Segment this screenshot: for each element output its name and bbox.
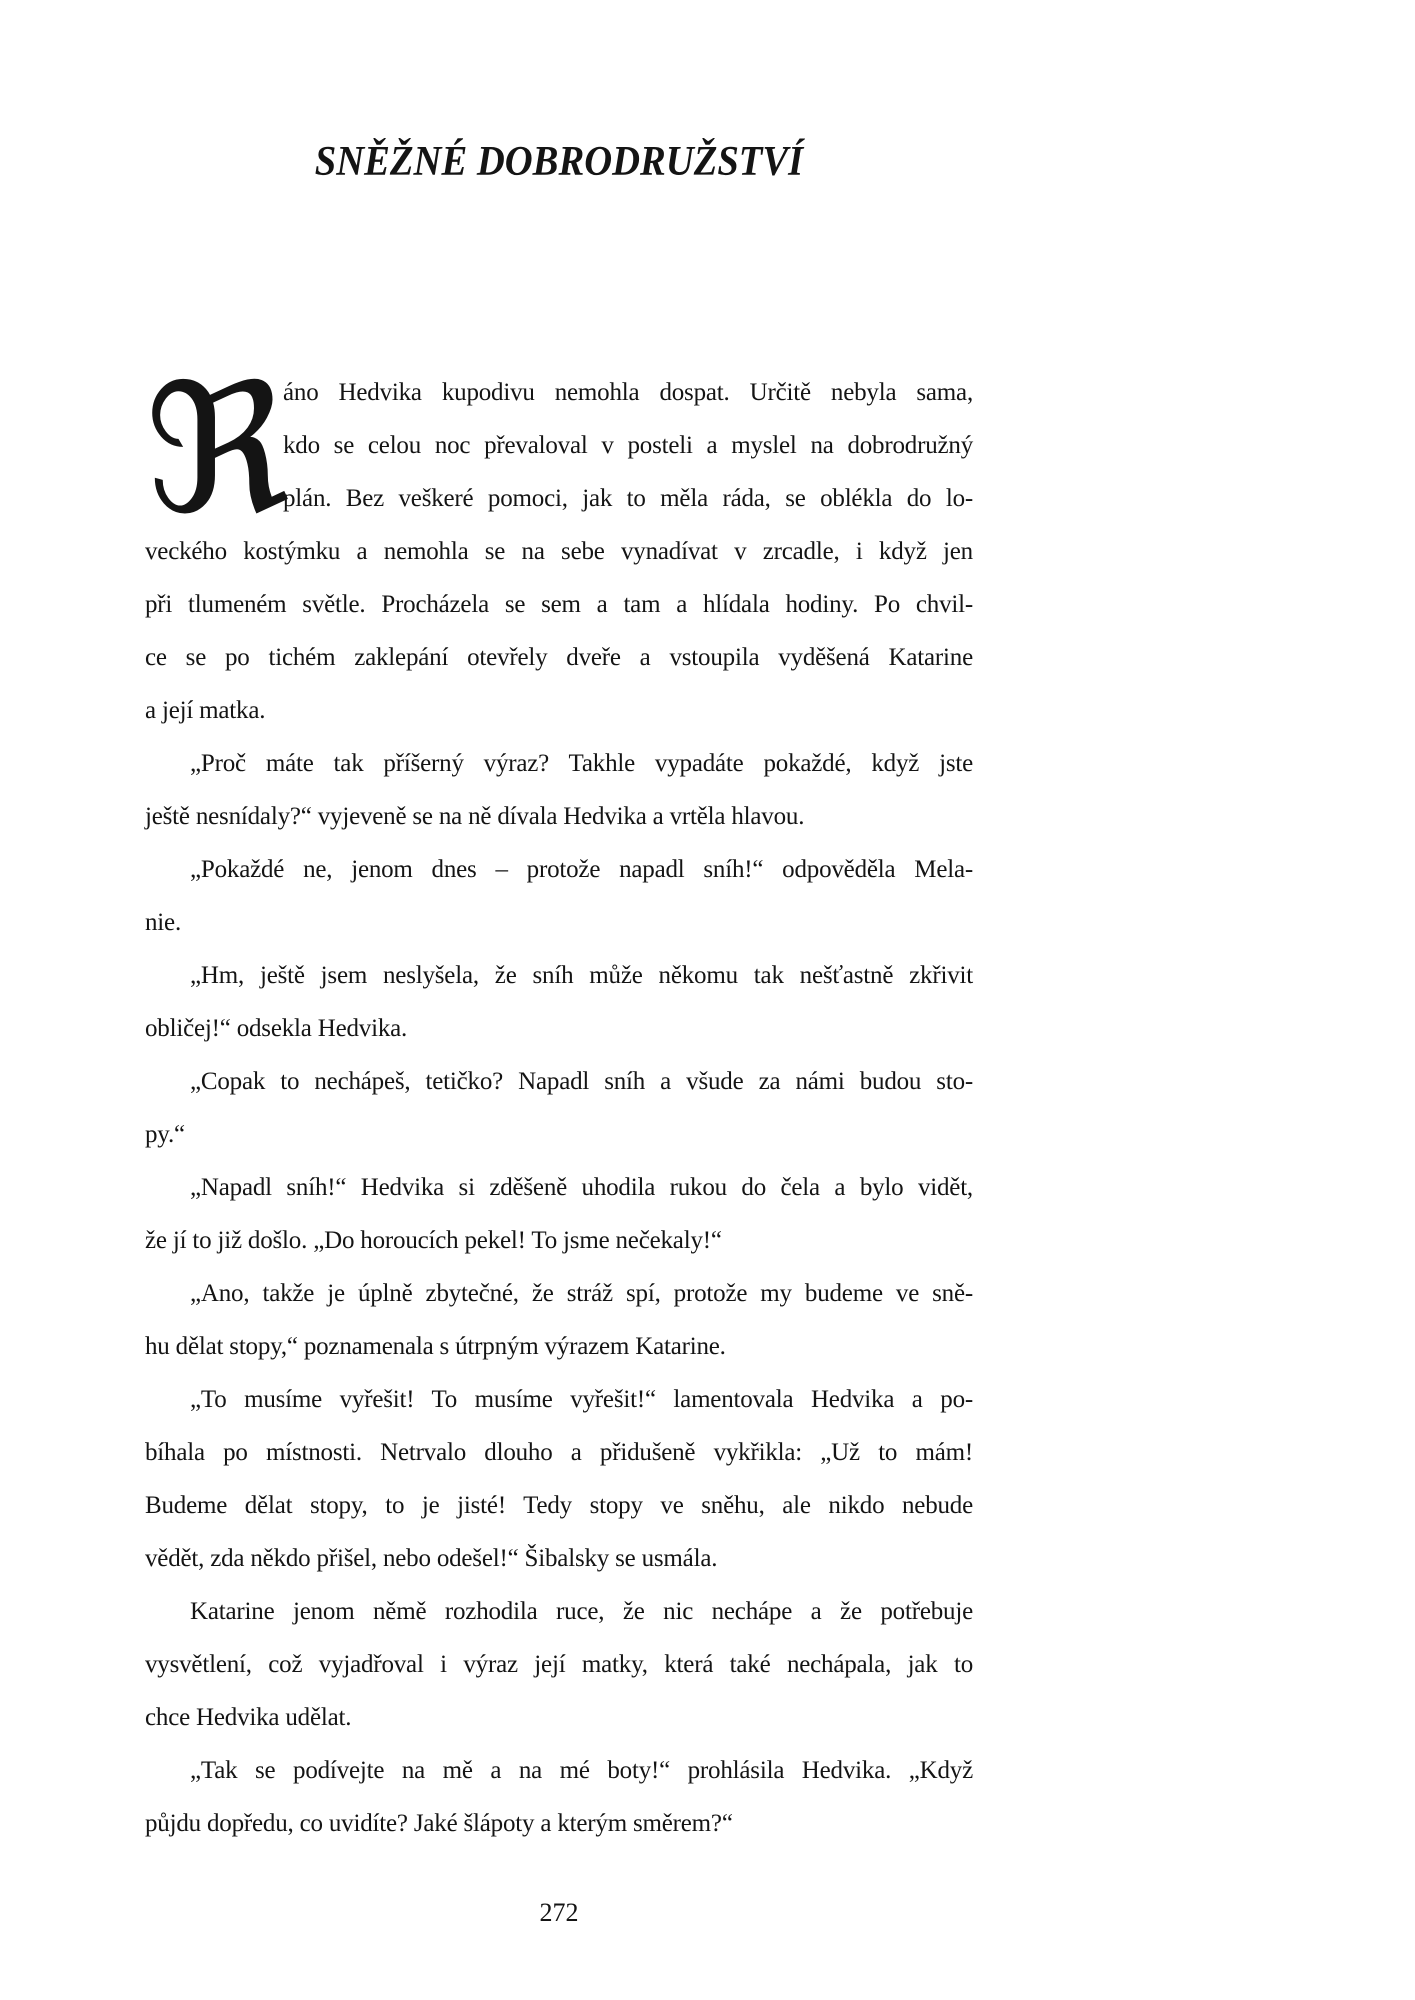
text-line: „Ano, takže je úplně zbytečné, že stráž spí, protože my budeme ve sně- (190, 1280, 973, 1307)
drop-cap-letter: ℜ (145, 346, 290, 553)
paragraph (145, 1373, 973, 1585)
text-line: při tlumeném světle. Procházela se sem a tam a hlídala hodiny. Po chvil- (145, 591, 973, 618)
paragraph (145, 1585, 973, 1744)
text-line: a její matka. (145, 697, 266, 724)
text-line: vědět, zda někdo přišel, nebo odešel!“ Šibalsky se usmála. (145, 1545, 718, 1572)
text-line: plán. Bez veškeré pomoci, jak to měla ráda, se oblékla do lo- (283, 485, 973, 512)
text-line: ještě nesnídaly?“ vyjeveně se na ně dívala Hedvika a vrtěla hlavou. (145, 803, 805, 830)
text-line: „Tak se podívejte na mě a na mé boty!“ prohlásila Hedvika. „Když (190, 1757, 973, 1784)
text-line: nie. (145, 909, 181, 936)
text-line: veckého kostýmku a nemohla se na sebe vynadívat v zrcadle, i když jen (145, 538, 973, 565)
text-line: ce se po tichém zaklepání otevřely dveře a vstoupila vyděšená Katarine (145, 644, 973, 671)
text-line: „Hm, ještě jsem neslyšela, že sníh může někomu tak nešťastně zkřivit (190, 962, 973, 989)
text-line: py.“ (145, 1121, 185, 1148)
text-line: „Napadl sníh!“ Hedvika si zděšeně uhodila rukou do čela a bylo vidět, (190, 1174, 973, 1201)
text-line: áno Hedvika kupodivu nemohla dospat. Určitě nebyla sama, (283, 379, 973, 406)
chapter-title: SNĚŽNÉ DOBRODRUŽSTVÍ (314, 139, 804, 185)
text-line: bíhala po místnosti. Netrvalo dlouho a přidušeně vykřikla: „Už to mám! (145, 1439, 973, 1466)
text-line: Katarine jenom němě rozhodila ruce, že nic nechápe a že potřebuje (190, 1598, 973, 1625)
paragraph (145, 949, 973, 1055)
text-line: „Pokaždé ne, jenom dnes – protože napadl sníh!“ odpověděla Mela- (190, 856, 973, 883)
paragraph (145, 1267, 973, 1373)
paragraph (145, 843, 973, 949)
paragraphs (145, 346, 973, 1850)
paragraph (145, 1744, 973, 1850)
text-line: „Copak to nechápeš, tetičko? Napadl sníh a všude za námi budou sto- (190, 1068, 973, 1095)
text-line: chce Hedvika udělat. (145, 1704, 352, 1731)
text-line: Budeme dělat stopy, to je jisté! Tedy stopy ve sněhu, ale nikdo nebude (145, 1492, 973, 1519)
body-text (145, 346, 973, 1850)
paragraph (145, 737, 973, 843)
text-line: „Proč máte tak příšerný výraz? Takhle vypadáte pokaždé, když jste (190, 750, 973, 777)
text-line: hu dělat stopy,“ poznamenala s útrpným výrazem Katarine. (145, 1333, 726, 1360)
text-line: kdo se celou noc převaloval v posteli a myslel na dobrodružný (283, 432, 973, 459)
text-line: vysvětlení, což vyjadřoval i výraz její matky, která také nechápala, jak to (145, 1651, 973, 1678)
paragraph (145, 346, 973, 737)
text-line: obličej!“ odsekla Hedvika. (145, 1015, 408, 1042)
text-line: že jí to již došlo. „Do horoucích pekel! To jsme nečekaly!“ (145, 1227, 722, 1254)
text-line: „To musíme vyřešit! To musíme vyřešit!“ lamentovala Hedvika a po- (190, 1386, 973, 1413)
page-number: 272 (539, 1898, 579, 1927)
text-line: půjdu dopředu, co uvidíte? Jaké šlápoty a kterým směrem?“ (145, 1810, 733, 1837)
paragraph (145, 1055, 973, 1161)
paragraph (145, 1161, 973, 1267)
